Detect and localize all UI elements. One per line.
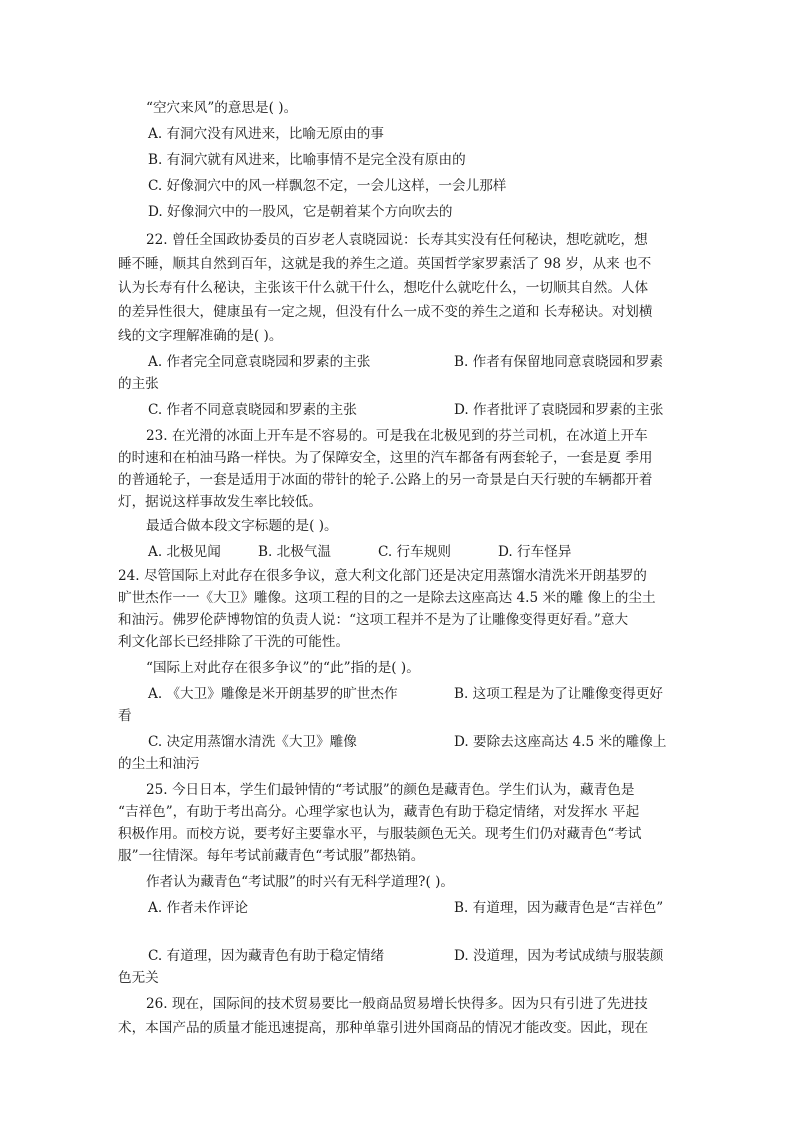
q25-text-line: 服”一往情深。每年考试前藏青色“考试服”都热销。 — [118, 848, 425, 864]
q24-option-d-continued: 的尘土和油污 — [118, 756, 200, 772]
q22-text-line: 认为长寿有什么秘诀，主张该干什么就干什么，想吃什么就吃什么，一切顺其自然。人体 — [118, 280, 649, 296]
q24-text-line: 24. 尽管国际上对此存在很多争议，意大利文化部门还是决定用蒸馏水清洗米开朗基罗的 — [118, 568, 647, 584]
q25-option-d: D. 没道理，因为考试成绩与服装颜 — [454, 948, 664, 964]
q23-option-d: D. 行车怪异 — [498, 544, 572, 560]
q25-text-line: 25. 今日日本，学生们最钟情的“考试服”的颜色是藏青色。学生们认为，藏青色是 — [146, 782, 635, 798]
q25-option-b: B. 有道理，因为藏青色是“吉祥色” — [454, 900, 664, 916]
q23-option-a: A. 北极见闻 — [148, 544, 221, 560]
q24-stem: “国际上对此存在很多争议”的“此”指的是( )。 — [146, 660, 420, 676]
q25-option-c: C. 有道理，因为藏青色有助于稳定情绪 — [148, 948, 385, 964]
q24-text-line: 和油污。佛罗伦萨博物馆的负责人说：“这项工程并不是为了让雕像变得更好看。”意大 — [118, 612, 629, 628]
q23-option-b: B. 北极气温 — [258, 544, 332, 560]
q24-option-b: B. 这项工程是为了让雕像变得更好 — [454, 686, 663, 702]
q22-option-c: C. 作者不同意袁晓园和罗素的主张 — [148, 402, 357, 418]
q24-option-c: C. 决定用蒸馏水清洗《大卫》雕像 — [148, 734, 357, 750]
q22-text-line: 22. 曾任全国政协委员的百岁老人袁晓园说：长寿其实没有任何秘诀，想吃就吃，想 — [146, 232, 648, 248]
q22-text-line: 的差异性很大，健康虽有一定之规，但没有什么一成不变的养生之道和 长寿秘诀。对划横 — [118, 304, 653, 320]
q25-option-a: A. 作者未作评论 — [148, 900, 249, 916]
q23-text-line: 23. 在光滑的冰面上开车是不容易的。可是我在北极见到的芬兰司机，在冰道上开车 — [146, 428, 648, 444]
q25-text-line: “吉祥色”，有助于考出高分。心理学家也认为，藏青色有助于稳定情绪，对发挥水 平起 — [118, 804, 640, 820]
q23-text-line: 的时速和在柏油马路一样快。为了保障安全，这里的汽车都备有两套轮子，一套是夏 季用 — [118, 450, 653, 466]
q21-stem: “空穴来风”的意思是( )。 — [146, 100, 298, 116]
q21-option-a: A. 有洞穴没有风进来，比喻无原由的事 — [148, 126, 384, 142]
q23-text-line: 的普通轮子，一套是适用于冰面的带针的轮子.公路上的另一奇景是白天行驶的车辆都开着 — [118, 472, 653, 488]
q21-option-b: B. 有洞穴就有风进来，比喻事情不是完全没有原由的 — [148, 152, 466, 168]
q22-option-d: D. 作者批评了袁晓园和罗素的主张 — [454, 402, 664, 418]
q22-option-b-continued: 的主张 — [118, 376, 159, 392]
q24-option-a: A. 《大卫》雕像是米开朗基罗的旷世杰作 — [148, 686, 398, 702]
q25-stem: 作者认为藏青色“考试服”的时兴有无科学道理?( )。 — [146, 874, 454, 890]
q26-text-line: 术，本国产品的质量才能迅速提高，那种单靠引进外国商品的情况才能改变。因此，现在 — [118, 1020, 649, 1036]
q22-text-line: 睡不睡，顺其自然到百年，这就是我的养生之道。英国哲学家罗素活了 98 岁，从来 也不 — [118, 256, 652, 272]
q21-option-c: C. 好像洞穴中的风一样飘忽不定，一会儿这样，一会儿那样 — [148, 178, 507, 194]
q21-option-d: D. 好像洞穴中的一股风，它是朝着某个方向吹去的 — [148, 204, 453, 220]
q22-option-a: A. 作者完全同意袁晓园和罗素的主张 — [148, 354, 371, 370]
q24-text-line: 旷世杰作一一《大卫》雕像。这项工程的目的之一是除去这座高达 4.5 米的雕 像上的尘土 — [118, 590, 656, 606]
q22-option-b: B. 作者有保留地同意袁晓园和罗素 — [454, 354, 663, 370]
q24-text-line: 利文化部长已经排除了干洗的可能性。 — [118, 634, 350, 650]
q24-option-b-continued: 看 — [118, 708, 132, 724]
q26-text-line: 26. 现在，国际间的技术贸易要比一般商品贸易增长快得多。因为只有引进了先进技 — [146, 996, 648, 1012]
q23-option-c: C. 行车规则 — [378, 544, 451, 560]
q24-option-d: D. 要除去这座高达 4.5 米的雕像上 — [454, 734, 667, 750]
q23-text-line: 灯，据说这样事故发生率比较低。 — [118, 494, 322, 510]
q25-text-line: 积极作用。而校方说，要考好主要靠水平，与服装颜色无关。现考生们仍对藏青色“考试 — [118, 826, 642, 842]
q25-option-d-continued: 色无关 — [118, 970, 159, 986]
q23-stem: 最适合做本段文字标题的是( )。 — [146, 518, 338, 534]
q22-text-line: 线的文字理解准确的是( )。 — [118, 328, 283, 344]
